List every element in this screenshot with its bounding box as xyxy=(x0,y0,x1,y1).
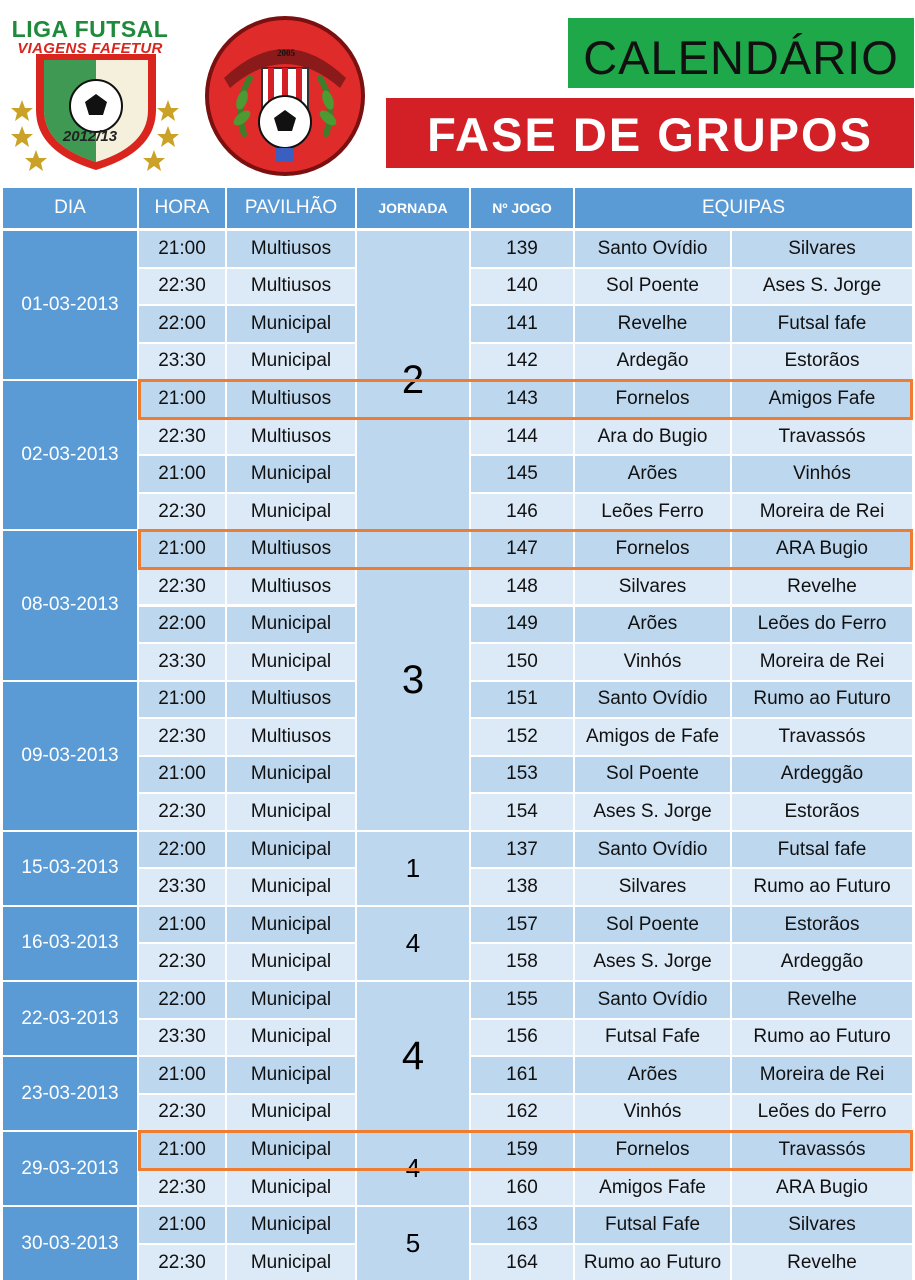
jogo-cell: 158 xyxy=(471,944,573,980)
pavilhao-cell: Municipal xyxy=(227,456,355,492)
pavilhao-cell: Municipal xyxy=(227,944,355,980)
pavilhao-cell: Municipal xyxy=(227,907,355,943)
away-team-cell: Revelhe xyxy=(732,1245,912,1280)
pavilhao-cell: Multiusos xyxy=(227,269,355,305)
home-team-cell: Futsal Fafe xyxy=(575,1020,730,1056)
jogo-cell: 145 xyxy=(471,456,573,492)
pavilhao-cell: Municipal xyxy=(227,982,355,1018)
col-header-jornada: JORNADA xyxy=(357,188,469,228)
jogo-cell: 141 xyxy=(471,306,573,342)
away-team-cell: Futsal fafe xyxy=(732,306,912,342)
hora-cell: 22:30 xyxy=(139,794,225,830)
home-team-cell: Vinhós xyxy=(575,644,730,680)
away-team-cell: Rumo ao Futuro xyxy=(732,682,912,718)
jogo-cell: 157 xyxy=(471,907,573,943)
date-cell: 09-03-2013 xyxy=(3,682,137,830)
jogo-cell: 150 xyxy=(471,644,573,680)
away-team-cell: Moreira de Rei xyxy=(732,494,912,530)
away-team-cell: Silvares xyxy=(732,1207,912,1243)
home-team-cell: Amigos de Fafe xyxy=(575,719,730,755)
home-team-cell: Fornelos xyxy=(575,381,730,417)
away-team-cell: Futsal fafe xyxy=(732,832,912,868)
away-team-cell: Amigos Fafe xyxy=(732,381,912,417)
jogo-cell: 152 xyxy=(471,719,573,755)
highlight-outline xyxy=(138,1130,913,1171)
hora-cell: 22:30 xyxy=(139,419,225,455)
col-header-dia: DIA xyxy=(3,188,137,228)
home-team-cell: Ases S. Jorge xyxy=(575,794,730,830)
hora-cell: 22:00 xyxy=(139,607,225,643)
home-team-cell: Ara do Bugio xyxy=(575,419,730,455)
home-team-cell: Santo Ovídio xyxy=(575,832,730,868)
away-team-cell: Travassós xyxy=(732,719,912,755)
liga-subtitle: VIAGENS FAFETUR xyxy=(17,40,163,57)
highlight-outline xyxy=(138,379,913,420)
pavilhao-cell: Municipal xyxy=(227,607,355,643)
pavilhao-cell: Municipal xyxy=(227,1245,355,1280)
date-cell: 01-03-2013 xyxy=(3,231,137,379)
pavilhao-cell: Multiusos xyxy=(227,569,355,605)
pavilhao-cell: Multiusos xyxy=(227,419,355,455)
pavilhao-cell: Municipal xyxy=(227,832,355,868)
away-team-cell: Revelhe xyxy=(732,982,912,1018)
pavilhao-cell: Municipal xyxy=(227,1170,355,1206)
jogo-cell: 159 xyxy=(471,1132,573,1168)
hora-cell: 23:30 xyxy=(139,1020,225,1056)
hora-cell: 22:30 xyxy=(139,269,225,305)
away-team-cell: Moreira de Rei xyxy=(732,1057,912,1093)
phase-label: FASE DE GRUPOS xyxy=(427,108,873,161)
home-team-cell: Rumo ao Futuro xyxy=(575,1245,730,1280)
hora-cell: 22:30 xyxy=(139,1245,225,1280)
home-team-cell: Arões xyxy=(575,456,730,492)
away-team-cell: Estorãos xyxy=(732,344,912,380)
home-team-cell: Fornelos xyxy=(575,531,730,567)
pavilhao-cell: Municipal xyxy=(227,1057,355,1093)
away-team-cell: Silvares xyxy=(732,231,912,267)
away-team-cell: Rumo ao Futuro xyxy=(732,869,912,905)
home-team-cell: Arões xyxy=(575,1057,730,1093)
jogo-cell: 162 xyxy=(471,1095,573,1131)
away-team-cell: Travassós xyxy=(732,1132,912,1168)
col-header-jogo: Nº JOGO xyxy=(471,188,573,228)
hora-cell: 21:00 xyxy=(139,1207,225,1243)
jogo-cell: 148 xyxy=(471,569,573,605)
hora-cell: 21:00 xyxy=(139,907,225,943)
jogo-cell: 142 xyxy=(471,344,573,380)
hora-cell: 21:00 xyxy=(139,381,225,417)
highlight-outline xyxy=(138,529,913,570)
date-cell: 16-03-2013 xyxy=(3,907,137,980)
hora-cell: 21:00 xyxy=(139,1132,225,1168)
jornada-cell: 4 xyxy=(357,982,469,1130)
hora-cell: 21:00 xyxy=(139,231,225,267)
pavilhao-cell: Multiusos xyxy=(227,682,355,718)
home-team-cell: Santo Ovídio xyxy=(575,231,730,267)
away-team-cell: Travassós xyxy=(732,419,912,455)
pavilhao-cell: Multiusos xyxy=(227,231,355,267)
home-team-cell: Santo Ovídio xyxy=(575,982,730,1018)
liga-title: LIGA FUTSAL xyxy=(11,16,169,42)
jogo-cell: 137 xyxy=(471,832,573,868)
hora-cell: 21:00 xyxy=(139,757,225,793)
home-team-cell: Silvares xyxy=(575,569,730,605)
pavilhao-cell: Multiusos xyxy=(227,719,355,755)
date-cell: 22-03-2013 xyxy=(3,982,137,1055)
pavilhao-cell: Municipal xyxy=(227,1132,355,1168)
pavilhao-cell: Municipal xyxy=(227,494,355,530)
jogo-cell: 153 xyxy=(471,757,573,793)
pavilhao-cell: Municipal xyxy=(227,1207,355,1243)
away-team-cell: Vinhós xyxy=(732,456,912,492)
hora-cell: 22:00 xyxy=(139,832,225,868)
jogo-cell: 139 xyxy=(471,231,573,267)
jogo-cell: 138 xyxy=(471,869,573,905)
hora-cell: 21:00 xyxy=(139,531,225,567)
jogo-cell: 146 xyxy=(471,494,573,530)
date-cell: 15-03-2013 xyxy=(3,832,137,905)
pavilhao-cell: Municipal xyxy=(227,344,355,380)
away-team-cell: Ardeggão xyxy=(732,944,912,980)
pavilhao-cell: Municipal xyxy=(227,644,355,680)
hora-cell: 22:00 xyxy=(139,982,225,1018)
home-team-cell: Arões xyxy=(575,607,730,643)
home-team-cell: Amigos Fafe xyxy=(575,1170,730,1206)
jogo-cell: 140 xyxy=(471,269,573,305)
date-cell: 29-03-2013 xyxy=(3,1132,137,1205)
jogo-cell: 143 xyxy=(471,381,573,417)
hora-cell: 23:30 xyxy=(139,644,225,680)
home-team-cell: Sol Poente xyxy=(575,757,730,793)
jornada-cell: 1 xyxy=(357,832,469,905)
home-team-cell: Leões Ferro xyxy=(575,494,730,530)
afc-year: 2005 xyxy=(277,48,295,58)
col-header-pavilhao: PAVILHÃO xyxy=(227,188,355,228)
jornada-cell: 4 xyxy=(357,1132,469,1205)
jogo-cell: 151 xyxy=(471,682,573,718)
jogo-cell: 154 xyxy=(471,794,573,830)
jogo-cell: 161 xyxy=(471,1057,573,1093)
jogo-cell: 160 xyxy=(471,1170,573,1206)
date-cell: 02-03-2013 xyxy=(3,381,137,529)
home-team-cell: Ases S. Jorge xyxy=(575,944,730,980)
home-team-cell: Fornelos xyxy=(575,1132,730,1168)
pavilhao-cell: Multiusos xyxy=(227,381,355,417)
hora-cell: 22:00 xyxy=(139,306,225,342)
away-team-cell: Leões do Ferro xyxy=(732,1095,912,1131)
home-team-cell: Futsal Fafe xyxy=(575,1207,730,1243)
pavilhao-cell: Municipal xyxy=(227,306,355,342)
jornada-cell: 2 xyxy=(357,231,469,529)
away-team-cell: ARA Bugio xyxy=(732,1170,912,1206)
jogo-cell: 163 xyxy=(471,1207,573,1243)
jogo-cell: 144 xyxy=(471,419,573,455)
hora-cell: 22:30 xyxy=(139,944,225,980)
away-team-cell: Moreira de Rei xyxy=(732,644,912,680)
hora-cell: 22:30 xyxy=(139,569,225,605)
date-cell: 08-03-2013 xyxy=(3,531,137,679)
home-team-cell: Silvares xyxy=(575,869,730,905)
hora-cell: 23:30 xyxy=(139,869,225,905)
away-team-cell: Leões do Ferro xyxy=(732,607,912,643)
hora-cell: 21:00 xyxy=(139,1057,225,1093)
hora-cell: 22:30 xyxy=(139,494,225,530)
home-team-cell: Ardegão xyxy=(575,344,730,380)
away-team-cell: Revelhe xyxy=(732,569,912,605)
hora-cell: 21:00 xyxy=(139,456,225,492)
hora-cell: 23:30 xyxy=(139,344,225,380)
jornada-cell: 5 xyxy=(357,1207,469,1280)
pavilhao-cell: Municipal xyxy=(227,869,355,905)
pavilhao-cell: Municipal xyxy=(227,794,355,830)
away-team-cell: Estorãos xyxy=(732,794,912,830)
hora-cell: 21:00 xyxy=(139,682,225,718)
jogo-cell: 164 xyxy=(471,1245,573,1280)
hora-cell: 22:30 xyxy=(139,719,225,755)
calendar-label: CALENDÁRIO xyxy=(583,31,899,84)
hora-cell: 22:30 xyxy=(139,1095,225,1131)
home-team-cell: Vinhós xyxy=(575,1095,730,1131)
home-team-cell: Sol Poente xyxy=(575,907,730,943)
away-team-cell: Ases S. Jorge xyxy=(732,269,912,305)
date-cell: 30-03-2013 xyxy=(3,1207,137,1280)
jogo-cell: 147 xyxy=(471,531,573,567)
jornada-cell: 4 xyxy=(357,907,469,980)
jornada-cell: 3 xyxy=(357,531,469,829)
hora-cell: 22:30 xyxy=(139,1170,225,1206)
date-cell: 23-03-2013 xyxy=(3,1057,137,1130)
pavilhao-cell: Municipal xyxy=(227,1020,355,1056)
away-team-cell: Estorãos xyxy=(732,907,912,943)
jogo-cell: 156 xyxy=(471,1020,573,1056)
col-header-hora: HORA xyxy=(139,188,225,228)
away-team-cell: Rumo ao Futuro xyxy=(732,1020,912,1056)
home-team-cell: Santo Ovídio xyxy=(575,682,730,718)
away-team-cell: Ardeggão xyxy=(732,757,912,793)
home-team-cell: Sol Poente xyxy=(575,269,730,305)
pavilhao-cell: Multiusos xyxy=(227,531,355,567)
pavilhao-cell: Municipal xyxy=(227,1095,355,1131)
col-header-equipas: EQUIPAS xyxy=(575,188,912,228)
home-team-cell: Revelhe xyxy=(575,306,730,342)
jogo-cell: 155 xyxy=(471,982,573,1018)
jogo-cell: 149 xyxy=(471,607,573,643)
away-team-cell: ARA Bugio xyxy=(732,531,912,567)
pavilhao-cell: Municipal xyxy=(227,757,355,793)
liga-season: 2012/13 xyxy=(62,128,118,145)
